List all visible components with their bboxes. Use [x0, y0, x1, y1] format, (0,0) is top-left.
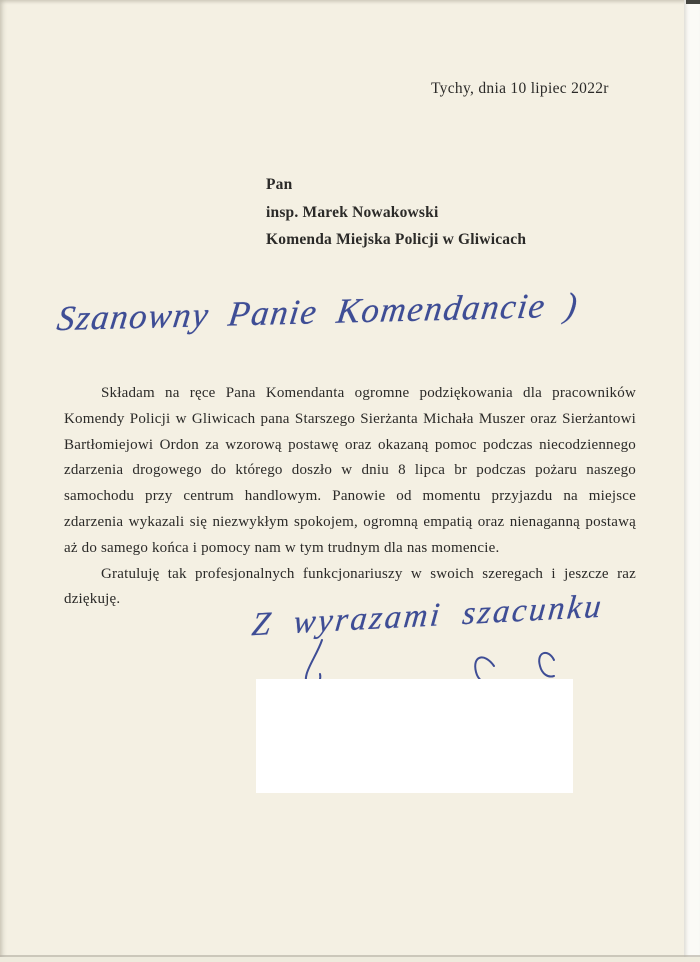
recipient-block: [266, 171, 526, 254]
letter-body: [64, 381, 636, 613]
signature-redaction-box: [256, 679, 573, 793]
body-paragraph-thanks: Składam na ręce Pana Komendanta ogromne podziękowania dla pracowników Komendy Policji w Gliwicach pana Starszego Sierżanta Michała Muszer oraz Sierżantowi Bartłomiejowi Ordon za wzorową postawę oraz okazaną pomoc podczas niecodziennego zdarzenia drogowego do którego doszło w dniu 8 lipca br podczas pożaru naszego samochodu przy centrum handlowym. Panowie od momentu przyjazdu na miejsce zdarzenia wykazali się niezwykłym spokojem, ogromną empatią oraz nienaganną postawą aż do samego końca i pomocy nam w tym trudnym dla nas momencie.: [64, 385, 636, 556]
handwritten-closing: Z wyrazami szacunku: [250, 588, 606, 644]
scanner-corner-mark: [686, 0, 700, 4]
date-line: Tychy, dnia 10 lipiec 2022r: [431, 80, 609, 97]
recipient-name: insp. Marek Nowakowski: [266, 203, 439, 221]
scanner-bottom-strip: [0, 957, 700, 962]
recipient-salutation: Pan: [266, 176, 293, 193]
body-paragraph-congratulations: Gratuluję tak profesjonalnych funkcjonariuszy w swoich szeregach i jeszcze raz dziękuję.: [64, 565, 636, 608]
scanner-edge-band: [684, 0, 700, 962]
recipient-organization: Komenda Miejska Policji w Gliwicach: [266, 231, 527, 248]
handwritten-greeting: Szanowny Panie Komendancie ): [54, 285, 581, 339]
